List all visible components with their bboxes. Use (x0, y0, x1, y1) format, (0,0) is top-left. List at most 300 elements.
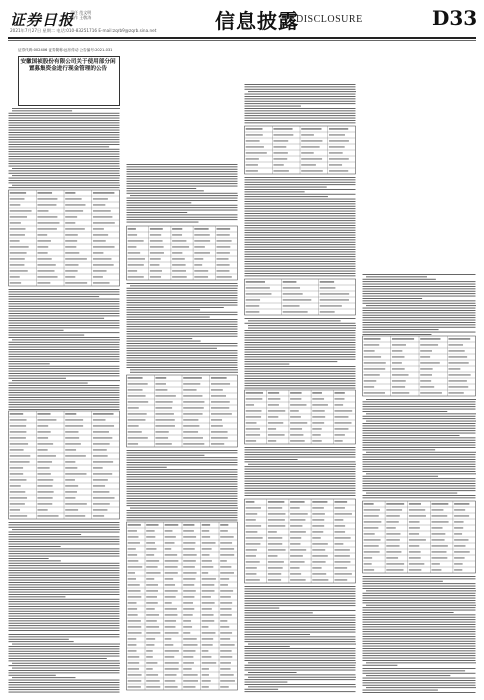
table-cell-text (420, 345, 438, 346)
table-cell-text (320, 306, 342, 307)
table-cell-text (268, 544, 282, 545)
table-cell-text (268, 502, 284, 503)
text-line (9, 536, 120, 537)
table-cell-text (93, 504, 110, 505)
text-line (245, 247, 356, 248)
text-line (245, 471, 356, 472)
text-line (245, 356, 356, 357)
table-cell-text (268, 568, 283, 569)
table-cell-text (165, 657, 175, 658)
text-line (127, 186, 238, 187)
text-line (245, 682, 288, 683)
editor-line: 责任 范文明 (70, 10, 92, 15)
text-line (245, 615, 356, 616)
table-cell-text (320, 294, 349, 295)
text-line (366, 493, 457, 494)
table-cell-text (220, 639, 230, 640)
table-cell-text (409, 510, 425, 511)
text-line (127, 455, 205, 456)
table-cell-text (202, 555, 210, 556)
table-cell-text (364, 393, 385, 394)
table-cell-text (273, 159, 287, 160)
text-line (9, 366, 120, 367)
table-cell-text (10, 474, 23, 475)
text-line (9, 646, 120, 647)
text-line (245, 189, 356, 190)
table-cell-text (146, 579, 154, 580)
table-cell-text (10, 480, 27, 481)
table-cell-text (128, 247, 137, 248)
text-line (363, 461, 476, 462)
table-cell-text (93, 432, 109, 433)
table-cell-text (93, 199, 108, 200)
table-cell-text (320, 312, 335, 313)
text-line (9, 534, 82, 535)
text-line (245, 261, 356, 262)
table-cell-text (220, 537, 233, 538)
table-cell-text (335, 508, 345, 509)
text-line (248, 325, 356, 326)
text-line (245, 108, 356, 109)
table-cell-text (364, 546, 379, 547)
table-cell-text (454, 534, 462, 535)
table-cell-text (128, 378, 143, 379)
table-cell-text (220, 669, 230, 670)
table-cell-text (312, 532, 323, 533)
table-cell-text (220, 525, 228, 526)
text-line (363, 595, 476, 596)
text-line (9, 166, 120, 167)
table-cell-text (290, 393, 301, 394)
text-line (127, 460, 238, 461)
text-line (9, 368, 120, 369)
text-line (9, 149, 120, 150)
text-line (245, 194, 356, 195)
text-line (127, 333, 238, 334)
table-cell-text (335, 405, 344, 406)
text-line (363, 449, 436, 450)
table-cell-text (301, 171, 323, 172)
text-line (363, 435, 460, 436)
text-line (245, 691, 356, 692)
text-line (363, 329, 439, 330)
text-line (363, 303, 476, 304)
text-line (245, 110, 356, 111)
text-line (366, 421, 476, 422)
text-line (9, 577, 120, 578)
stock-code-line: 证券代码:002406 证券简称:远东传动 公告编号:2021-031 (18, 48, 113, 52)
section-title: 信息披露 (215, 9, 299, 33)
text-line (363, 655, 476, 656)
text-line (245, 347, 356, 348)
text-line (9, 151, 120, 152)
table-cell-text (268, 435, 285, 436)
text-line (9, 318, 105, 319)
text-line (245, 641, 356, 642)
table-cell-text (432, 534, 446, 535)
text-line (245, 101, 356, 102)
table-cell-text (146, 609, 155, 610)
text-line (245, 263, 356, 264)
text-line (9, 363, 50, 364)
table-cell-text (246, 538, 263, 539)
text-line (9, 156, 120, 157)
table-cell-text (10, 504, 25, 505)
text-line (245, 201, 356, 202)
text-line (245, 349, 356, 350)
table-cell-text (128, 235, 137, 236)
table-cell-text (386, 552, 401, 553)
table-cell-text (217, 229, 231, 230)
text-line (9, 173, 120, 174)
text-line (245, 239, 356, 240)
text-line (127, 214, 238, 215)
text-line (363, 308, 476, 309)
text-line (127, 183, 238, 184)
table-cell-text (329, 135, 345, 136)
table-cell-text (312, 538, 320, 539)
text-line (245, 196, 328, 197)
text-line (363, 469, 476, 470)
table-cell-text (37, 223, 59, 224)
text-line (127, 219, 238, 220)
table-cell-text (246, 562, 260, 563)
table-cell-text (172, 277, 187, 278)
table-cell-text (93, 205, 105, 206)
table-cell-text (128, 681, 142, 682)
table-cell-text (364, 387, 374, 388)
text-line (245, 215, 356, 216)
text-line (245, 96, 356, 97)
table-cell-text (155, 408, 172, 409)
table-cell-text (155, 432, 168, 433)
table-cell-text (155, 402, 172, 403)
text-line (245, 478, 356, 479)
table-cell-text (65, 432, 78, 433)
table-cell-text (202, 543, 216, 544)
table-cell-text (165, 621, 176, 622)
table-cell-text (37, 498, 52, 499)
text-line (127, 357, 238, 358)
text-line (127, 498, 238, 499)
table-cell-text (165, 573, 178, 574)
text-line (363, 411, 448, 412)
table-cell-text (202, 609, 212, 610)
text-line (127, 305, 238, 306)
table-cell-text (364, 369, 386, 370)
text-line (363, 497, 476, 498)
text-line (363, 634, 476, 635)
text-line (363, 602, 476, 603)
table-cell-text (448, 381, 466, 382)
table-cell-text (37, 235, 47, 236)
text-line (245, 608, 280, 609)
table-cell-text (146, 555, 154, 556)
text-line (9, 397, 120, 398)
text-line (130, 508, 238, 509)
table-cell-text (409, 534, 419, 535)
table-cell-text (220, 621, 227, 622)
text-line (9, 541, 120, 542)
table-cell-text (65, 444, 81, 445)
text-line (127, 312, 238, 313)
text-line (127, 362, 238, 363)
table-cell-text (194, 235, 209, 236)
text-line (245, 244, 356, 245)
text-line (9, 625, 120, 626)
table-cell-text (146, 525, 158, 526)
text-line (363, 284, 476, 285)
article-headline: 安徽国祯股份有限公司关于使用部分闲置募集资金进行现金管理的公告 (20, 59, 116, 73)
table-cell-text (220, 627, 229, 628)
table-cell-text (150, 259, 161, 260)
table-cell-text (146, 603, 158, 604)
text-line (9, 623, 120, 624)
text-line (245, 653, 356, 654)
table-cell-text (65, 504, 87, 505)
text-line (127, 178, 238, 179)
table-cell-text (283, 294, 303, 295)
table-cell-text (246, 135, 263, 136)
table-cell-text (128, 645, 137, 646)
text-line (245, 213, 356, 214)
table-cell-text (409, 516, 426, 517)
text-line (245, 629, 356, 630)
table-cell-text (146, 543, 155, 544)
text-line (9, 158, 120, 159)
text-line (9, 134, 120, 135)
table-cell-text (128, 402, 148, 403)
table-cell-text (37, 492, 53, 493)
table-cell-text (290, 562, 304, 563)
table-cell-text (165, 603, 172, 604)
text-line (9, 544, 120, 545)
table-cell-text (93, 265, 114, 266)
table-cell-text (392, 363, 402, 364)
table-cell-text (65, 450, 76, 451)
table-cell-text (448, 339, 470, 340)
page-body (8, 44, 476, 694)
text-line (245, 342, 356, 343)
table-cell-text (246, 411, 262, 412)
text-line (363, 593, 476, 594)
table-cell-text (128, 277, 144, 278)
text-line (245, 323, 356, 324)
table-cell-text (454, 504, 469, 505)
text-line (363, 433, 476, 434)
table-cell-text (312, 562, 325, 563)
text-line (245, 182, 356, 183)
table-cell-text (409, 522, 420, 523)
table-cell-text (202, 531, 210, 532)
table-cell-text (283, 288, 300, 289)
table-cell-text (386, 570, 403, 571)
table-cell-text (183, 651, 195, 652)
table-cell-text (128, 621, 141, 622)
table-cell-text (10, 498, 27, 499)
table-cell-text (10, 247, 29, 248)
text-line (248, 320, 341, 321)
text-line (363, 485, 476, 486)
text-line (12, 110, 72, 111)
table-cell-text (454, 558, 464, 559)
text-line (127, 300, 238, 301)
text-line (245, 330, 356, 331)
text-line (9, 335, 85, 336)
table-cell-text (37, 193, 52, 194)
table-cell-text (202, 681, 211, 682)
text-line (9, 596, 66, 597)
table-cell-text (246, 574, 257, 575)
table-cell-text (93, 235, 108, 236)
table-cell-text (246, 435, 260, 436)
table-cell-text (268, 514, 286, 515)
table-cell-text (37, 426, 48, 427)
table-cell-text (448, 369, 460, 370)
table-cell-text (246, 393, 263, 394)
table-cell-text (128, 426, 139, 427)
table-cell-text (217, 247, 231, 248)
table-cell-text (155, 426, 175, 427)
table-cell-text (312, 568, 321, 569)
dateline: 2021年7月27日 星期二 电话:010-83251716 E-mail:zqrb9@zqrb.sina.net (10, 28, 157, 33)
text-line (363, 495, 476, 496)
text-line (245, 187, 327, 188)
table-cell-text (128, 585, 140, 586)
text-line (127, 222, 199, 223)
table-cell-text (220, 681, 235, 682)
table-cell-text (211, 402, 230, 403)
table-cell-text (211, 396, 226, 397)
text-line (9, 371, 120, 372)
table-cell-text (10, 426, 26, 427)
table-cell-text (146, 645, 154, 646)
table-cell-text (312, 441, 321, 442)
table-cell-text (183, 603, 193, 604)
table-cell-text (454, 552, 470, 553)
table-cell-text (312, 429, 321, 430)
table-cell-text (246, 171, 258, 172)
table-cell-text (409, 540, 426, 541)
table-cell-text (93, 480, 108, 481)
text-line (363, 692, 476, 693)
table-cell-text (194, 241, 210, 242)
table-cell-text (220, 657, 232, 658)
table-cell-text (65, 241, 77, 242)
table-cell-text (335, 580, 348, 581)
table-cell-text (392, 351, 402, 352)
table-cell-text (65, 265, 78, 266)
text-line (366, 590, 476, 591)
table-cell-text (220, 645, 234, 646)
text-line (245, 211, 356, 212)
text-line (245, 457, 356, 458)
text-line (363, 685, 476, 686)
text-line (130, 285, 238, 286)
table-cell-text (246, 580, 260, 581)
table-cell-text (10, 199, 25, 200)
table-cell-text (10, 420, 27, 421)
text-column (362, 44, 476, 694)
table-cell-text (183, 645, 197, 646)
table-cell-text (220, 615, 232, 616)
text-line (248, 328, 356, 329)
table-cell-text (183, 426, 199, 427)
table-cell-text (335, 429, 349, 430)
table-cell-text (93, 516, 104, 517)
text-line (245, 454, 356, 455)
table-cell-text (329, 171, 348, 172)
text-line (9, 546, 61, 547)
text-line (9, 592, 120, 593)
table-cell-text (37, 456, 56, 457)
table-cell-text (312, 526, 324, 527)
table-cell-text (146, 615, 159, 616)
text-line (9, 170, 120, 171)
table-cell-text (65, 510, 78, 511)
text-line (9, 689, 120, 690)
text-line (9, 680, 120, 681)
text-line (127, 174, 238, 175)
text-line (9, 125, 120, 126)
table-cell-text (420, 387, 434, 388)
table-cell-text (220, 561, 227, 562)
text-line (127, 176, 238, 177)
table-cell-text (65, 211, 83, 212)
text-line (9, 154, 120, 155)
table-cell-text (128, 609, 137, 610)
table-cell-text (150, 235, 161, 236)
table-cell-text (93, 229, 104, 230)
text-line (127, 307, 224, 308)
text-line (127, 505, 238, 506)
text-line (245, 646, 290, 647)
table-cell-text (93, 462, 113, 463)
text-line (9, 351, 120, 352)
text-line (245, 485, 356, 486)
text-line (9, 373, 120, 374)
text-line (363, 466, 476, 467)
table-cell-text (364, 516, 379, 517)
table-cell-text (246, 526, 261, 527)
table-cell-text (409, 558, 421, 559)
text-line (245, 598, 356, 599)
text-line (245, 483, 356, 484)
text-line (245, 378, 356, 379)
table-cell-text (165, 543, 175, 544)
table-cell-text (312, 393, 322, 394)
table-cell-text (183, 543, 195, 544)
table-cell-text (65, 223, 75, 224)
text-line (245, 366, 356, 367)
text-line (245, 648, 356, 649)
table-cell-text (128, 651, 137, 652)
table-cell-text (217, 271, 230, 272)
table-cell-text (65, 456, 86, 457)
table-cell-text (329, 141, 349, 142)
table-cell-text (268, 508, 282, 509)
text-line (248, 91, 356, 92)
text-line (363, 478, 476, 479)
table-cell-text (165, 591, 178, 592)
text-line (363, 668, 476, 669)
table-cell-text (194, 271, 208, 272)
text-line (9, 344, 120, 345)
table-cell-text (146, 651, 153, 652)
text-line (127, 355, 238, 356)
text-line (9, 672, 120, 673)
table-cell-text (335, 550, 350, 551)
